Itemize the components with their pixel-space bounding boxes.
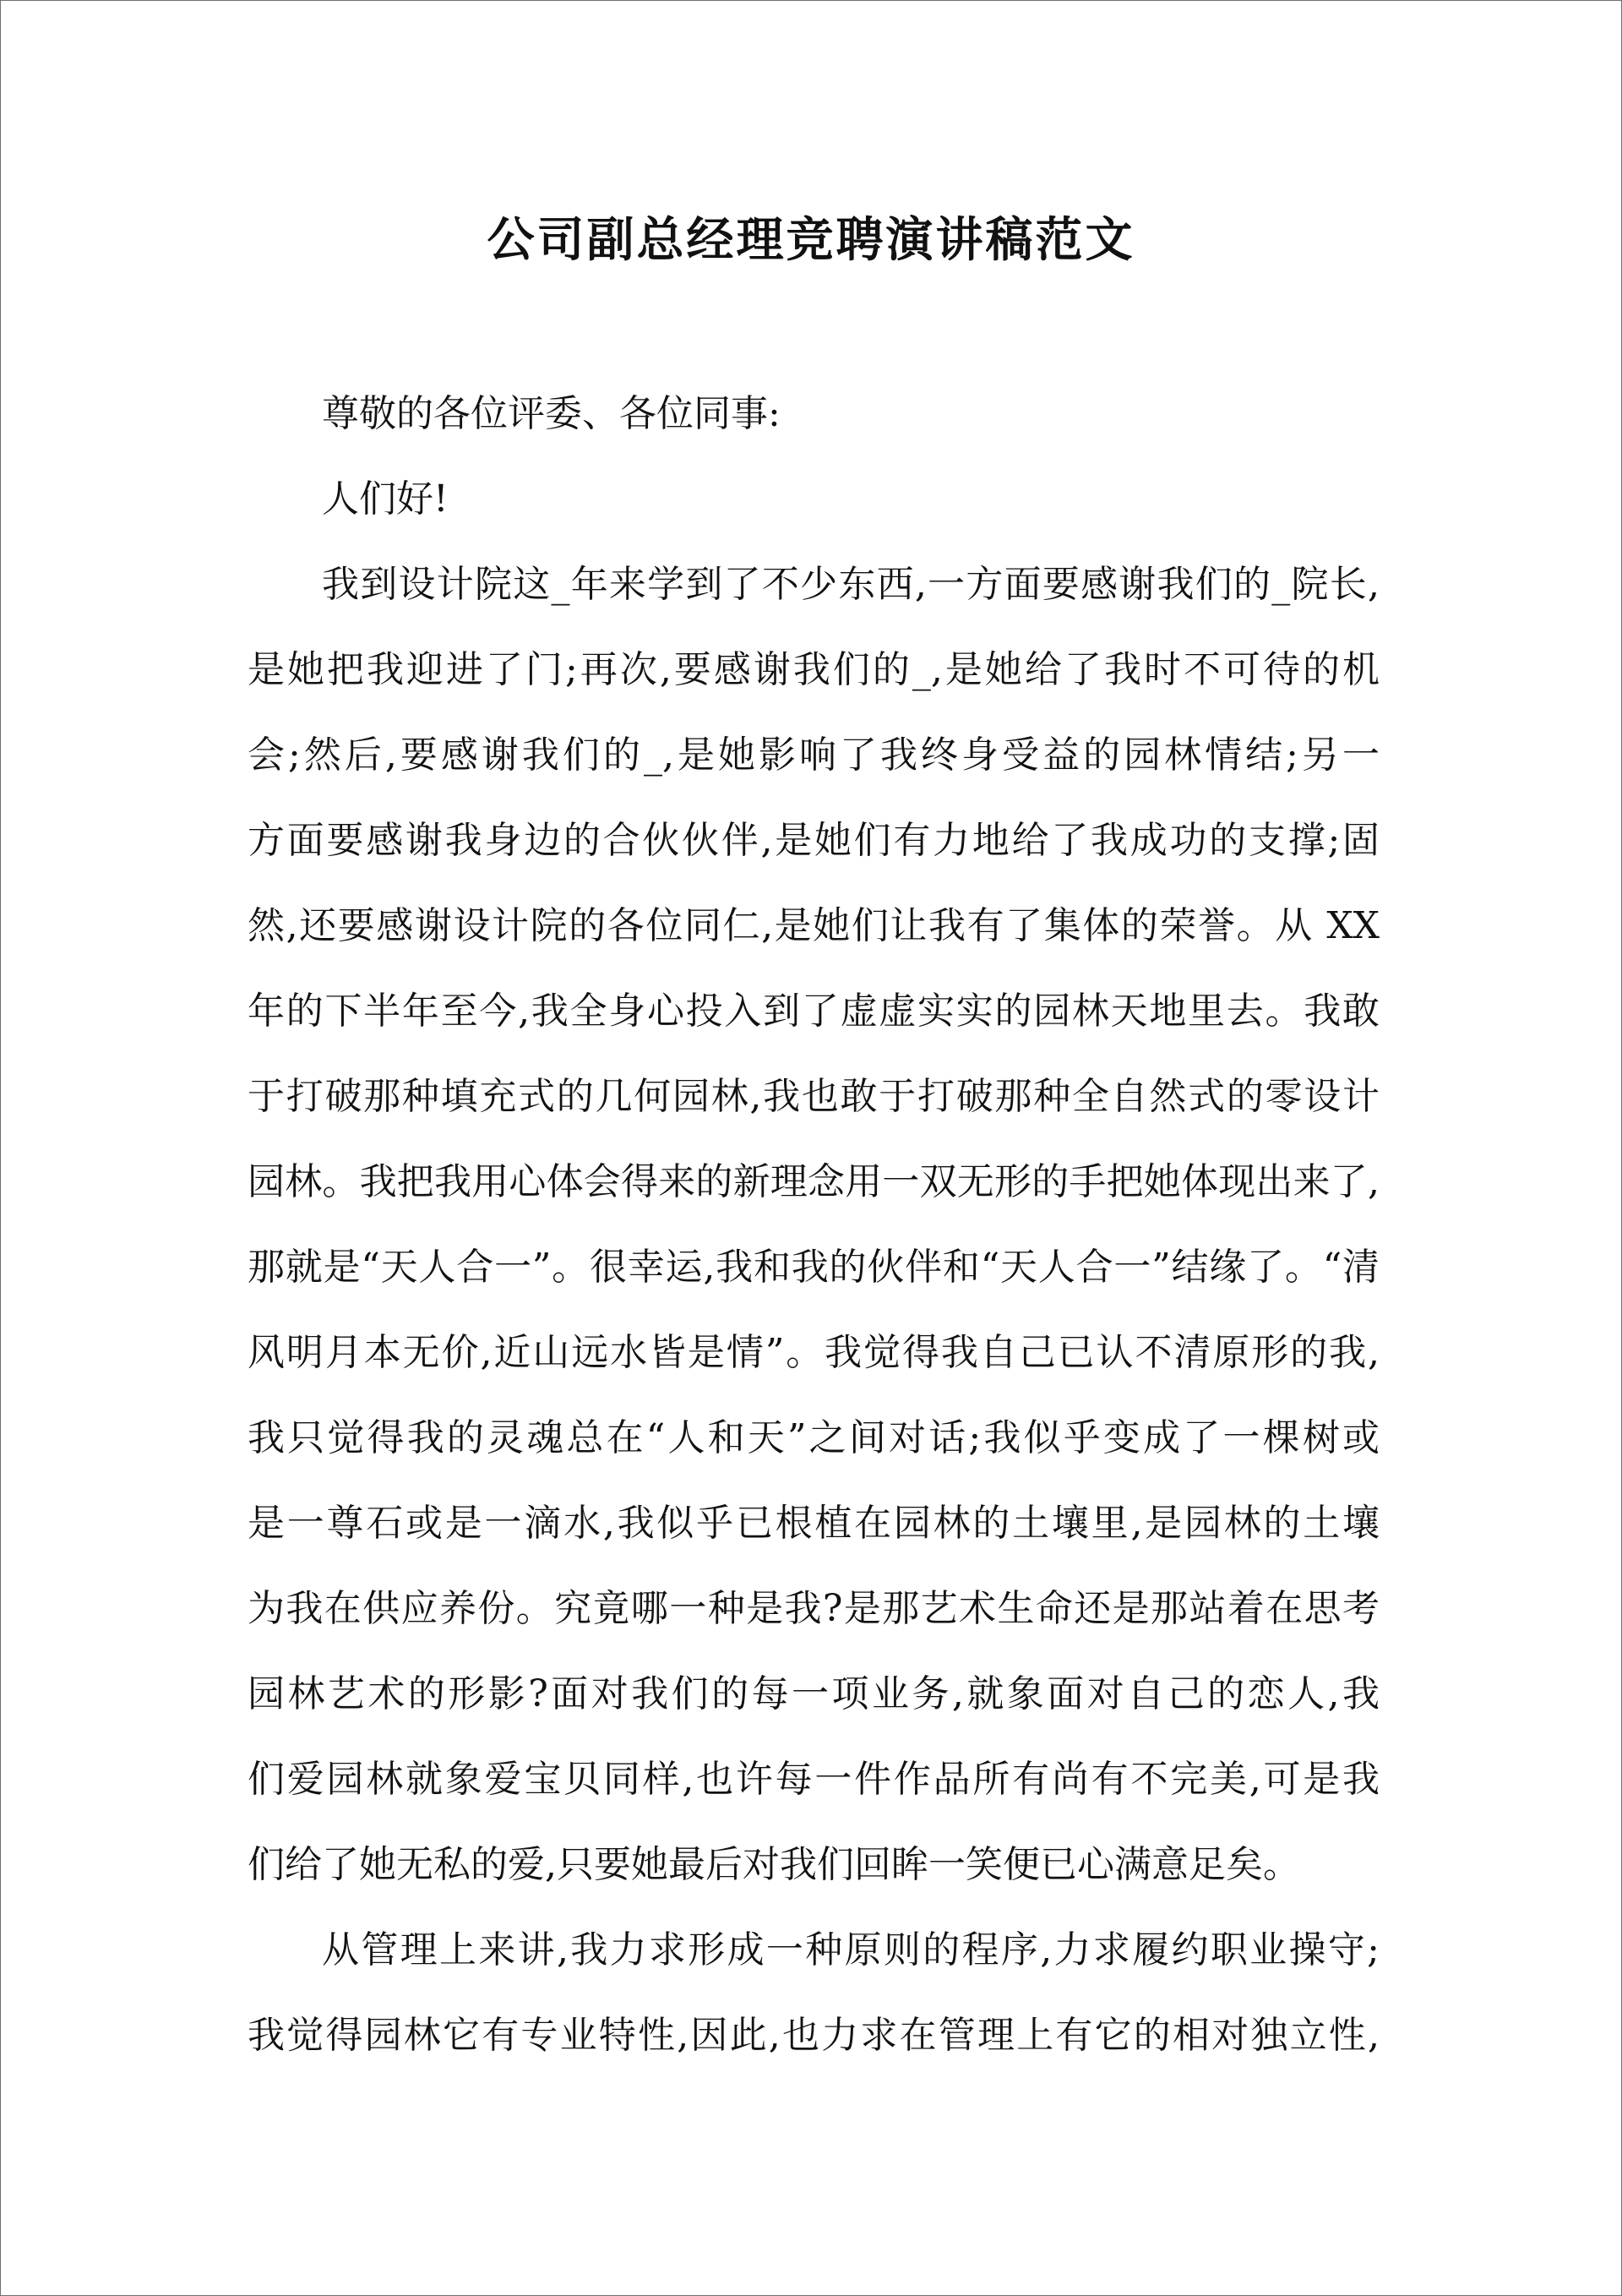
text-line: 从管理上来讲,我力求形成一种原则的程序,力求履约职业操守; — [322, 1928, 1380, 1972]
text-line: 为我在供应养份。究竟哪一种是我?是那艺术生命还是那站着在思考 — [248, 1587, 1380, 1630]
text-line: 尊敬的各位评委、各位同事: — [322, 392, 781, 435]
text-line: 园林。我把我用心体会得来的新理念用一双无形的手把她体现出来了, — [248, 1160, 1380, 1203]
text-line: 我觉得园林它有专业特性,因此,也力求在管理上有它的相对独立性, — [248, 2014, 1380, 2057]
text-line: 是一尊石或是一滴水,我似乎已根植在园林的土壤里,是园林的土壤 — [248, 1502, 1380, 1545]
text-line: 然,还要感谢设计院的各位同仁,是她们让我有了集体的荣誉。从 XX — [248, 904, 1380, 947]
text-line: 方面要感谢我身边的合伙伙伴,是她们有力地给了我成功的支撑;固 — [248, 819, 1380, 862]
text-line: 我到设计院这_年来学到了不少东西,一方面要感谢我们的_院长, — [322, 563, 1380, 606]
text-line: 风明月本无价,近山远水皆是情”。我觉得我自己已认不清原形的我, — [248, 1331, 1380, 1374]
document-title: 公司副总经理竞聘演讲稿范文 — [487, 212, 1135, 268]
text-line: 园林艺术的形影?面对我们的每一项业务,就象面对自己的恋人,我 — [248, 1672, 1380, 1715]
text-line: 人们好! — [322, 477, 449, 521]
text-line: 们给了她无私的爱,只要她最后对我们回眸一笑便已心满意足矣。 — [248, 1843, 1300, 1886]
document-body — [248, 371, 1380, 2078]
text-line: 我只觉得我的灵魂总在“人和天”之间对话;我似乎变成了一棵树或 — [248, 1416, 1380, 1459]
text-line: 是她把我迎进了门;再次,要感谢我们的_,是她给了我时不可待的机 — [248, 648, 1380, 691]
text-line: 那就是“天人合一”。很幸运,我和我的伙伴和“天人合一”结缘了。“清 — [248, 1246, 1380, 1289]
text-line: 年的下半年至今,我全身心投入到了虚虚实实的园林天地里去。我敢 — [248, 990, 1380, 1033]
text-line: 于打破那种填充式的几何园林,我也敢于打破那种全自然式的零设计 — [248, 1075, 1380, 1118]
text-line: 会;然后,要感谢我们的_,是她影响了我终身受益的园林情结;另一 — [248, 734, 1380, 777]
text-line: 们爱园林就象爱宝贝同样,也许每一件作品所有尚有不完美,可是我 — [248, 1758, 1380, 1801]
